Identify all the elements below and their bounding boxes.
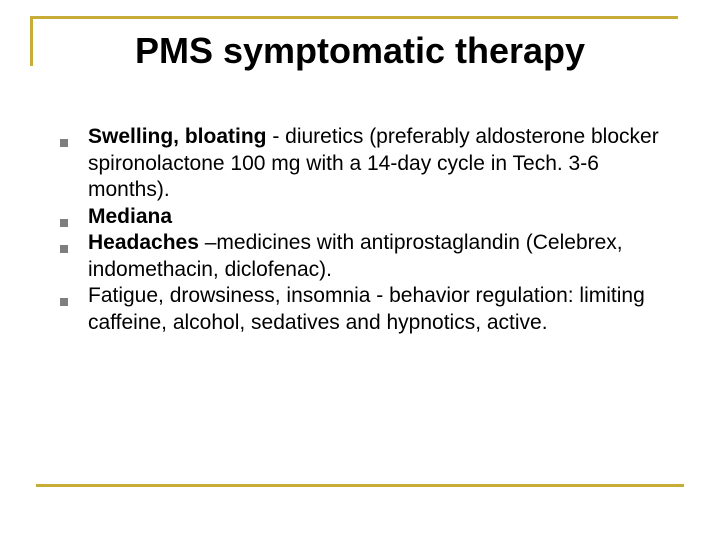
bullet-item-headaches (0, 230, 720, 283)
square-bullet-icon (60, 245, 68, 253)
frame-top-rule (30, 16, 678, 19)
bullet-item-swelling (0, 124, 720, 204)
square-bullet-icon (60, 298, 68, 306)
square-bullet-icon (60, 219, 68, 227)
bullet-text: - diuretics (preferably aldosterone blocker spironolactone 100 mg with a 14-day cycle in Tech. 3-6 months). (88, 125, 659, 201)
bullet-bold-text: Headaches (88, 231, 199, 254)
slide-title: PMS symptomatic therapy (134, 30, 586, 71)
bullet-bold-text: Mediana (88, 204, 173, 228)
frame-bottom-rule (36, 484, 684, 487)
bullet-list (0, 124, 720, 336)
square-bullet-icon (60, 139, 68, 147)
bullet-item-fatigue (0, 283, 720, 336)
bullet-text: Fatigue, drowsiness, insomnia - behavior regulation: limiting caffeine, alcohol, sedatives and hypnotics, active. (88, 284, 645, 334)
bullet-bold-text: Swelling, bloating (88, 125, 267, 148)
bullet-item-mediana (0, 204, 720, 231)
bullet-text: –medicines with antiprostaglandin (Celebrex, indomethacin, diclofenac). (88, 231, 623, 281)
